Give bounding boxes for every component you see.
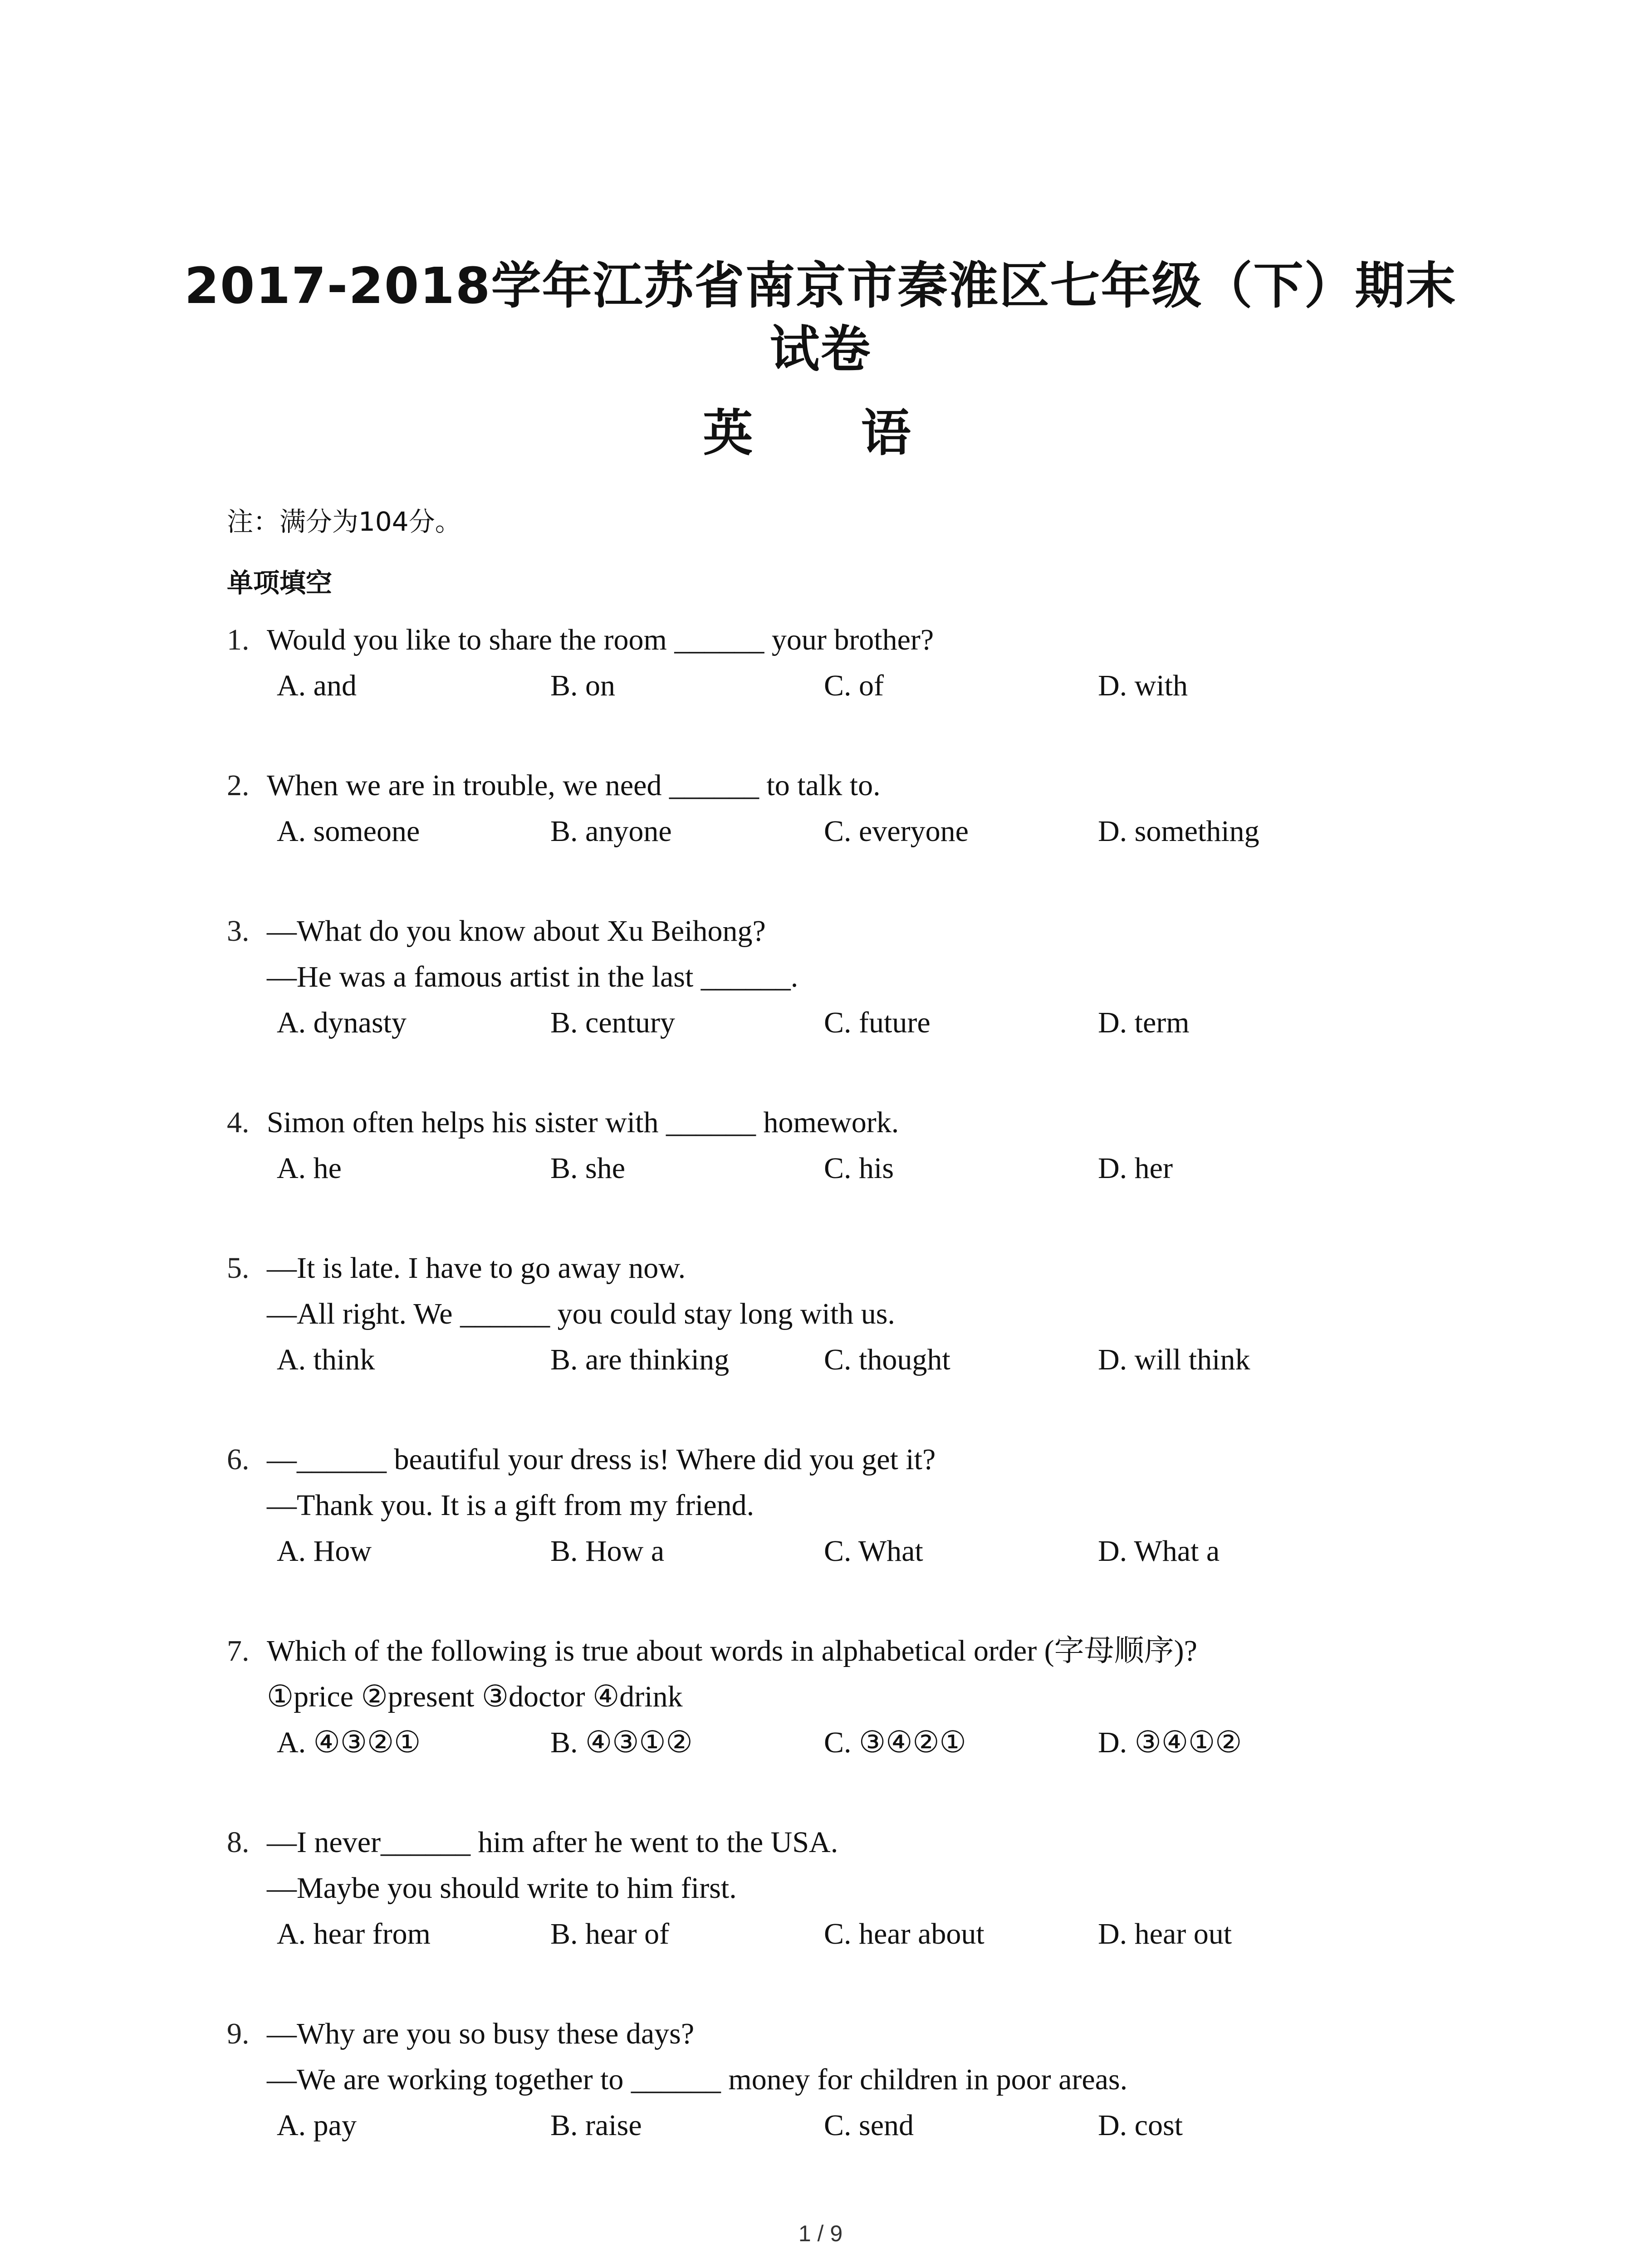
option-c: C. send — [824, 2109, 914, 2142]
question-item — [227, 908, 1452, 1046]
question-line — [227, 954, 1452, 1000]
option-a: A. hear from — [277, 1917, 431, 1950]
option-a: A. he — [277, 1152, 342, 1185]
option-d: D. term — [1098, 1006, 1190, 1039]
option-c: C. ③④②① — [824, 1726, 966, 1759]
question-line — [227, 2011, 1452, 2057]
question-line — [227, 1865, 1452, 1911]
option-c: C. thought — [824, 1343, 950, 1376]
question-text: Which of the following is true about words in alphabetical order (字母顺序)? — [267, 1634, 1197, 1667]
question-item — [227, 1245, 1452, 1383]
question-number: 3. — [227, 914, 250, 948]
question-item — [227, 763, 1452, 854]
question-item — [227, 1100, 1452, 1191]
option-b: B. century — [550, 1006, 675, 1039]
option-a: A. and — [277, 669, 357, 702]
question-text: —Thank you. It is a gift from my friend. — [267, 1489, 754, 1522]
option-c: C. future — [824, 1006, 931, 1039]
option-d: D. will think — [1098, 1343, 1250, 1376]
question-text: —What do you know about Xu Beihong? — [267, 914, 766, 948]
question-text: —It is late. I have to go away now. — [267, 1251, 686, 1285]
option-d: D. her — [1098, 1152, 1173, 1185]
question-text: —We are working together to ______ money for children in poor areas. — [267, 2063, 1128, 2096]
option-a: A. someone — [277, 815, 420, 848]
question-number: 7. — [227, 1634, 250, 1667]
question-line — [227, 908, 1452, 954]
page-number: 1 / 9 — [798, 2221, 843, 2246]
answer-options — [227, 2102, 1452, 2148]
question-number: 4. — [227, 1106, 250, 1139]
question-line — [227, 763, 1452, 808]
option-a: A. think — [277, 1343, 375, 1376]
option-b: B. How a — [550, 1535, 665, 1568]
question-item — [227, 617, 1452, 709]
option-a: A. pay — [277, 2109, 357, 2142]
question-line — [227, 1482, 1452, 1528]
answer-options — [227, 1000, 1452, 1046]
answer-options — [227, 1720, 1452, 1765]
question-text: —He was a famous artist in the last ______. — [267, 960, 798, 993]
question-text: —All right. We ______ you could stay long with us. — [267, 1297, 895, 1330]
question-number: 8. — [227, 1826, 250, 1859]
question-item — [227, 1437, 1452, 1574]
question-number: 5. — [227, 1251, 250, 1285]
question-item — [227, 1819, 1452, 1957]
question-text: Would you like to share the room ______ your brother? — [267, 623, 934, 656]
question-line — [227, 617, 1452, 663]
answer-options — [227, 1528, 1452, 1574]
option-d: D. something — [1098, 815, 1259, 848]
option-a: A. dynasty — [277, 1006, 407, 1039]
option-d: D. What a — [1098, 1535, 1220, 1568]
option-c: C. of — [824, 669, 884, 702]
question-text: —Why are you so busy these days? — [267, 2017, 695, 2050]
question-number: 6. — [227, 1443, 250, 1476]
question-line — [227, 1100, 1452, 1145]
question-item — [227, 1628, 1452, 1765]
question-number: 2. — [227, 769, 250, 802]
option-b: B. on — [550, 669, 616, 702]
answer-options — [227, 1337, 1452, 1383]
question-number: 9. — [227, 2017, 250, 2050]
option-b: B. she — [550, 1152, 625, 1185]
section-heading: 单项填空 — [227, 567, 333, 598]
subject-heading: 英 语 — [703, 404, 938, 462]
option-b: B. ④③①② — [550, 1726, 693, 1759]
question-text: —I never______ him after he went to the USA. — [267, 1826, 838, 1859]
option-c: C. What — [824, 1535, 923, 1568]
question-line — [227, 1437, 1452, 1482]
option-b: B. are thinking — [550, 1343, 730, 1376]
exam-title: 2017-2018学年江苏省南京市秦淮区七年级（下）期末试卷 — [184, 257, 1457, 378]
question-text: —Maybe you should write to him first. — [267, 1872, 737, 1905]
option-c: C. everyone — [824, 815, 969, 848]
question-item — [227, 2011, 1452, 2148]
question-number: 1. — [227, 623, 250, 656]
score-note: 注：满分为104分。 — [227, 506, 461, 537]
option-d: D. hear out — [1098, 1917, 1232, 1950]
answer-options — [227, 1911, 1452, 1957]
question-line — [227, 1245, 1452, 1291]
option-a: A. ④③②① — [277, 1726, 421, 1759]
option-d: D. with — [1098, 669, 1188, 702]
question-line — [227, 2057, 1452, 2102]
question-line — [227, 1628, 1452, 1674]
option-d: D. cost — [1098, 2109, 1183, 2142]
question-line — [227, 1819, 1452, 1865]
question-text: ①price ②present ③doctor ④drink — [267, 1680, 683, 1713]
answer-options — [227, 663, 1452, 709]
option-c: C. hear about — [824, 1917, 985, 1950]
option-d: D. ③④①② — [1098, 1726, 1242, 1759]
question-text: —______ beautiful your dress is! Where did you get it? — [267, 1443, 936, 1476]
question-list — [227, 617, 1452, 2202]
option-b: B. anyone — [550, 815, 672, 848]
question-line — [227, 1291, 1452, 1337]
option-b: B. raise — [550, 2109, 642, 2142]
question-text: Simon often helps his sister with ______ homework. — [267, 1106, 899, 1139]
option-b: B. hear of — [550, 1917, 670, 1950]
question-text: When we are in trouble, we need ______ to talk to. — [267, 769, 881, 802]
answer-options — [227, 1145, 1452, 1191]
option-c: C. his — [824, 1152, 894, 1185]
answer-options — [227, 808, 1452, 854]
option-a: A. How — [277, 1535, 372, 1568]
question-line — [227, 1674, 1452, 1720]
